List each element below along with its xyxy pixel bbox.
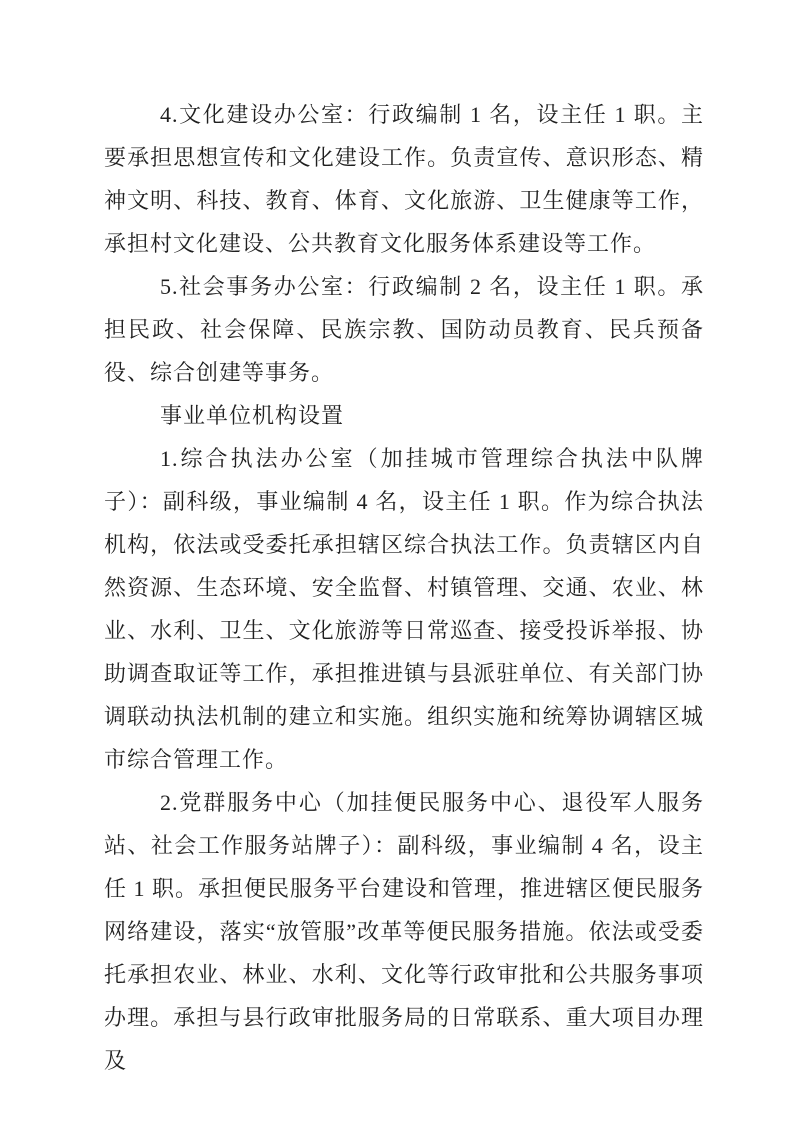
paragraph-comprehensive-law-enforcement-office: 1.综合执法办公室（加挂城市管理综合执法中队牌子）：副科级，事业编制 4 名，设主任 1 职。作为综合执法机构，依法或受委托承担辖区综合执法工作。负责辖区内自然资源、生态环境、安全监督、村镇管理、交通、农业、林业、水利、卫生、文化旅游等日常巡查、接受投诉举报、协助调查取证等工作，承担推进镇与县派驻单位、有关部门协调联动执法机制的建立和实施。组织实施和统筹协调辖区城市综合管理工作。 (104, 446, 704, 772)
paragraph-culture-construction-office: 4.文化建设办公室：行政编制 1 名，设主任 1 职。主要承担思想宣传和文化建设工作。负责宣传、意识形态、精神文明、科技、教育、体育、文化旅游、卫生健康等工作，承担村文化建设、公共教育文化服务体系建设等工作。 (104, 102, 704, 256)
section-heading-public-institutions: 事业单位机构设置 (160, 403, 345, 428)
paragraph-social-affairs-office: 5.社会事务办公室：行政编制 2 名，设主任 1 职。承担民政、社会保障、民族宗教、国防动员教育、民兵预备役、综合创建等事务。 (104, 274, 704, 385)
paragraph-party-mass-service-center: 2.党群服务中心（加挂便民服务中心、退役军人服务站、社会工作服务站牌子）：副科级，事业编制 4 名，设主任 1 职。承担便民服务平台建设和管理，推进辖区便民服务网络建设，落实“放管服”改革等便民服务措施。依法或受委托承担农业、林业、水利、文化等行政审批和公共服务事项办理。承担与县行政审批服务局的日常联系、重大项目办理及 (104, 790, 705, 1073)
